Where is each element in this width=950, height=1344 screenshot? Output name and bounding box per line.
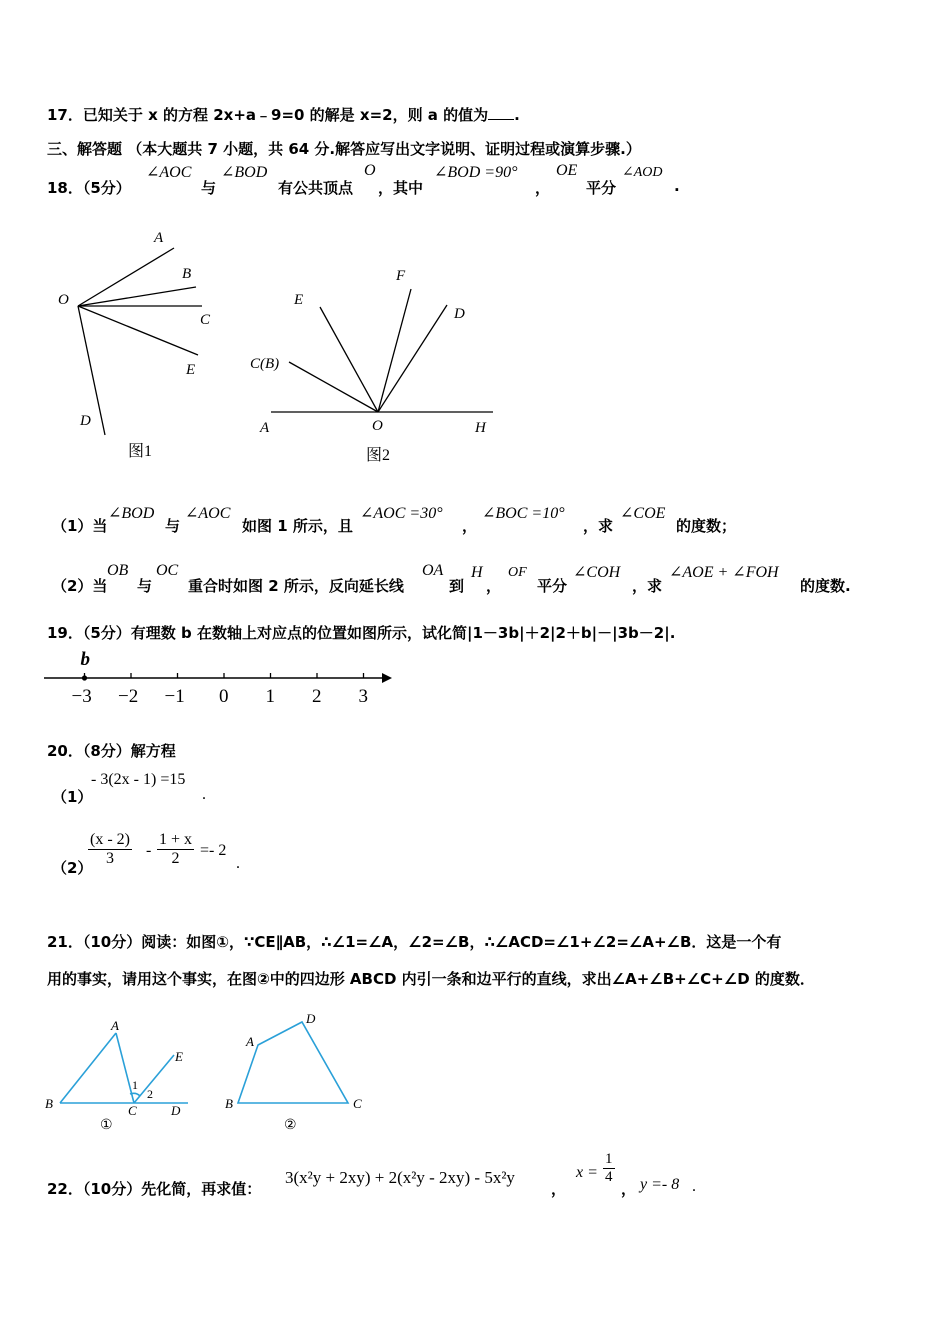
fig2-label-d: D: [454, 306, 465, 322]
ray-oe: [78, 306, 198, 355]
q21-figure-2: [232, 1016, 372, 1116]
q20-title: 20．（8分）解方程: [47, 742, 176, 760]
point-b-label: b: [80, 649, 90, 670]
q18-comma: ，: [535, 179, 551, 197]
q18-p2-coincide: 重合时如图 2 所示，反向延长线: [188, 577, 404, 595]
q21-f1-label-c: C: [128, 1103, 137, 1118]
ray-of: [378, 289, 411, 412]
q21-f1-label-e: E: [175, 1049, 183, 1064]
number-line-tick-label: −1: [164, 686, 185, 707]
q22-comma-1: ，: [551, 1180, 567, 1198]
fig1-label-d: D: [80, 413, 91, 429]
q22-comma-2: ，: [621, 1180, 637, 1198]
q18-number: 18．（5分）: [47, 179, 131, 197]
q18-end: .: [674, 177, 680, 195]
fig1-label-o: O: [58, 292, 69, 308]
q18-p2-to: 到: [449, 577, 465, 595]
q22-y-value: y =- 8: [640, 1176, 680, 1193]
q18-oe: OE: [556, 162, 578, 179]
q21-f2-label-b: B: [225, 1096, 233, 1111]
number-line-arrow: [382, 673, 392, 683]
ray-oa: [78, 248, 174, 306]
fig1-label-a: A: [154, 230, 164, 246]
q18-p1-coe: ∠COE: [620, 505, 666, 522]
fig1-label-c: C: [200, 312, 211, 328]
q18-p2-ob: OB: [107, 562, 129, 579]
q18-p2-lead: （2）当: [52, 577, 108, 595]
q21-f1-label-1: 1: [132, 1078, 138, 1092]
q17-text: [47, 104, 520, 125]
q22-x-fraction: [603, 1151, 615, 1186]
q18-p2-find: ，求: [632, 577, 663, 595]
q20-p2-num-2: 1 + x: [159, 831, 193, 848]
q18-p1-and: 与: [165, 517, 181, 535]
q18-p2-of: OF: [508, 565, 527, 580]
q18-p2-h: H: [471, 564, 483, 581]
q21-f2-label-a: A: [246, 1034, 254, 1049]
q20-p2-minus: -: [146, 842, 152, 859]
q21-f2-label-d: D: [306, 1011, 316, 1026]
q18-common-vertex: 有公共顶点: [278, 179, 354, 197]
side-ab: [60, 1033, 116, 1103]
q18-p1-find: ，求: [583, 517, 614, 535]
q20-p2-fraction-2: [157, 831, 194, 868]
quadrilateral-abcd: [238, 1022, 348, 1103]
q18-angle-bod: ∠BOD: [221, 164, 268, 181]
q21-f2-caption: ②: [284, 1118, 297, 1133]
point-b: [82, 675, 87, 680]
q18-p1-boc-eq: ∠BOC =10°: [482, 505, 565, 522]
q18-p2-oc: OC: [156, 562, 179, 579]
q22-end: .: [692, 1178, 696, 1195]
q18-word-and: 与: [201, 179, 217, 197]
q20-p2-end: .: [236, 855, 240, 872]
q18-p1-lead: （1）当: [52, 517, 108, 535]
q18-figure-1: [40, 225, 240, 455]
q18-bisect: 平分: [586, 179, 617, 197]
ray-ob: [78, 287, 196, 306]
section-heading: 三、解答题 （本大题共 7 小题，共 64 分.解答应写出文字说明、证明过程或演算步骤.）: [47, 140, 641, 158]
q18-p1-bod: ∠BOD: [108, 505, 155, 522]
number-line-tick-label: 0: [219, 686, 229, 707]
q18-p1-aoc: ∠AOC: [185, 505, 231, 522]
q18-p2-bisect: 平分: [537, 577, 568, 595]
fig2-label-o: O: [372, 418, 383, 434]
q18-p1-aoc-eq: ∠AOC =30°: [360, 505, 443, 522]
q22-x-den: 4: [605, 1169, 613, 1185]
fig2-label-e: E: [294, 292, 304, 308]
fig2-label-f: F: [396, 268, 406, 284]
q18-bod-eq: ∠BOD =90°: [434, 164, 518, 181]
q18-p1-comma: ，: [462, 517, 478, 535]
q18-figure-2: [268, 262, 508, 422]
q21-f1-label-d: D: [171, 1103, 181, 1118]
q18-p2-degree: 的度数.: [800, 577, 851, 595]
number-line-tick-label: 2: [312, 686, 322, 707]
fig1-label-e: E: [186, 362, 196, 378]
q22-x-lhs: x =: [576, 1164, 598, 1181]
q17-end: .: [514, 106, 520, 124]
number-line-tick-label: −2: [118, 686, 139, 707]
q20-p1-equation: - 3(2x - 1) =15: [91, 771, 186, 788]
q21-f1-caption: ①: [100, 1118, 113, 1133]
q18-p2-comma: ，: [486, 577, 502, 595]
q21-line-2: 用的事实，请用这个事实，在图②中的四边形 ABCD 内引一条和边平行的直线，求出∠A+∠B+∠C+∠D 的度数．: [47, 970, 815, 988]
q18-p2-and: 与: [137, 577, 153, 595]
q21-line-1: 21．（10分）阅读：如图①，∵CE∥AB，∴∠1=∠A，∠2=∠B，∴∠ACD=∠1+∠2=∠A+∠B．这是一个有: [47, 933, 782, 951]
q22-x-num: 1: [605, 1151, 613, 1167]
q21-f2-label-c: C: [353, 1096, 362, 1111]
q21-f1-label-2: 2: [147, 1087, 153, 1101]
q18-point-o: O: [364, 162, 376, 179]
fig1-caption: 图1: [128, 443, 153, 460]
q18-angle-aod: ∠AOD: [622, 165, 663, 180]
q20-p2-rhs: =- 2: [200, 842, 227, 859]
answer-blank[interactable]: [488, 107, 514, 120]
fig1-label-b: B: [182, 266, 192, 282]
q20-p2-fraction-1: [88, 831, 132, 868]
ray-od: [378, 305, 447, 412]
q17-stem: 17．已知关于 x 的方程 2x+a﹣9=0 的解是 x=2，则 a 的值为: [47, 106, 489, 124]
q20-p1-number: （1）: [52, 788, 93, 806]
q18-p1-as-fig: 如图 1 所示，且: [242, 517, 353, 535]
q18-p1-degree: 的度数；: [676, 517, 737, 535]
q18-p2-expr: ∠AOE + ∠FOH: [669, 564, 779, 581]
q20-p1-end: .: [202, 786, 206, 803]
number-line-tick-label: 1: [265, 686, 275, 707]
q19-text: 19．（5分）有理数 b 在数轴上对应点的位置如图所示，试化简|1－3b|＋2|2＋b|－|3b－2|.: [47, 624, 676, 642]
q18-p2-coh: ∠COH: [573, 564, 621, 581]
q21-f1-label-a: A: [111, 1018, 119, 1033]
number-line-tick-label: 3: [358, 686, 368, 707]
fig2-label-cb: C(B): [250, 356, 280, 372]
number-line-tick-label: −3: [71, 686, 92, 707]
q18-where: ，其中: [378, 179, 424, 197]
q20-p2-den-1: 3: [105, 850, 114, 867]
q21-figure-1: [58, 1028, 228, 1128]
q18-angle-aoc: ∠AOC: [146, 164, 192, 181]
fig2-label-a: A: [260, 420, 270, 436]
q20-p2-num-1: (x - 2): [90, 831, 130, 848]
q22-expression: 3(x²y + 2xy) + 2(x²y - 2xy) - 5x²y: [285, 1168, 515, 1187]
q22-lead: 22．（10分）先化简，再求值：: [47, 1180, 262, 1198]
fig2-caption: 图2: [366, 447, 391, 464]
q20-p2-number: （2）: [52, 859, 93, 877]
q20-p2-den-2: 2: [171, 850, 180, 867]
q21-f1-label-b: B: [45, 1096, 53, 1111]
fig2-label-h: H: [475, 420, 486, 436]
q18-p2-oa: OA: [422, 562, 444, 579]
